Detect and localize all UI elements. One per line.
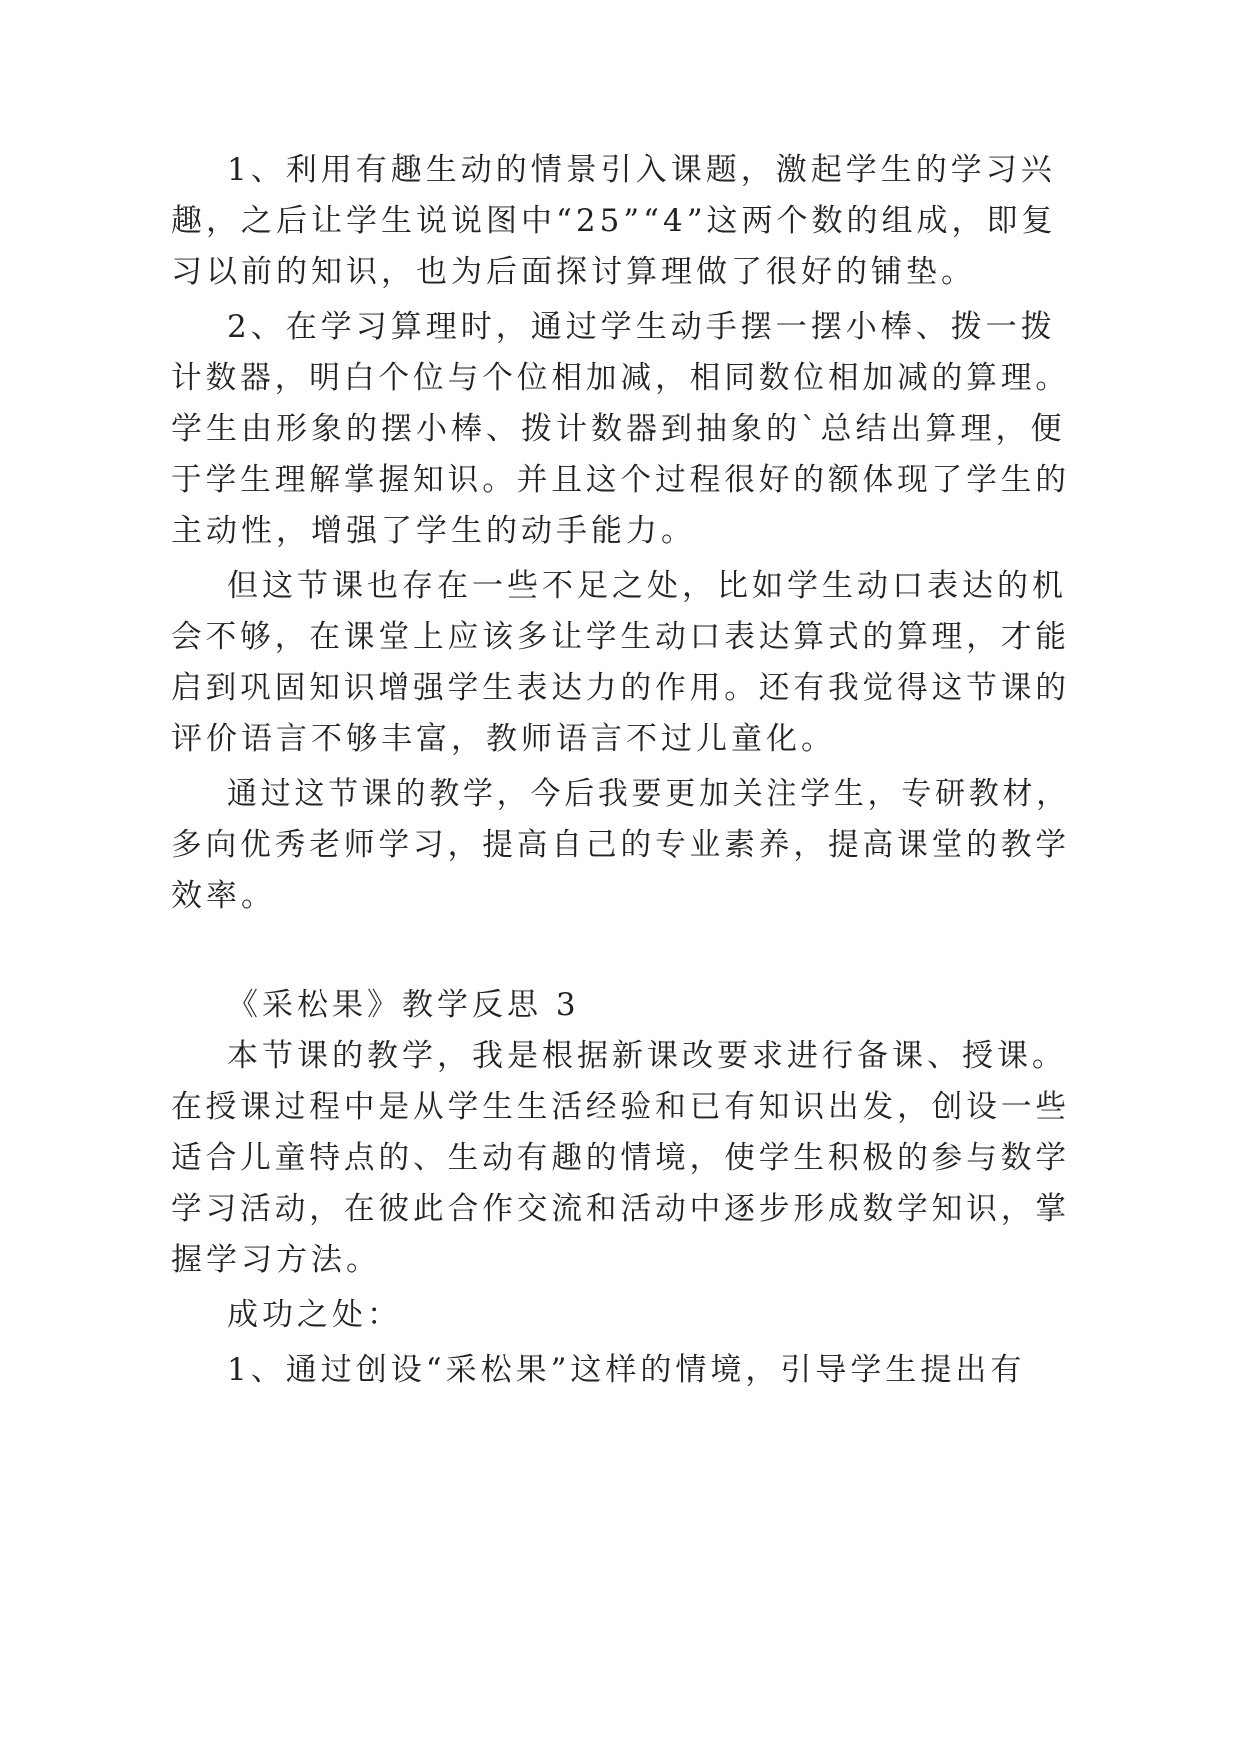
success-heading: 成功之处： — [227, 1297, 402, 1333]
section-paragraph-1-line-3: 适合儿童特点的、生动有趣的情境，使学生积极的参与数学 — [171, 1140, 1070, 1176]
paragraph-2-line-4: 于学生理解掌握知识。并且这个过程很好的额体现了学生的 — [171, 462, 1070, 498]
section-title: 《采松果》教学反思 3 — [227, 987, 580, 1023]
paragraph-2-line-3: 学生由形象的摆小棒、拨计数器到抽象的`总结出算理，便 — [171, 411, 1066, 447]
paragraph-4-line-1: 通过这节课的教学，今后我要更加关注学生，专研教材， — [227, 776, 1070, 812]
paragraph-4-line-2: 多向优秀老师学习，提高自己的专业素养，提高课堂的教学 — [171, 827, 1070, 863]
paragraph-3-line-2: 会不够，在课堂上应该多让学生动口表达算式的算理，才能 — [171, 619, 1070, 655]
section-paragraph-1-line-1: 本节课的教学，我是根据新课改要求进行备课、授课。 — [227, 1038, 1067, 1074]
section-paragraph-1-line-4: 学习活动，在彼此合作交流和活动中逐步形成数学知识，掌 — [171, 1191, 1070, 1227]
paragraph-3-line-4: 评价语言不够丰富，教师语言不过儿童化。 — [171, 721, 836, 757]
section-paragraph-3-line-1: 1、通过创设“采松果”这样的情境，引导学生提出有 — [227, 1352, 1026, 1388]
section-paragraph-1-line-2: 在授课过程中是从学生生活经验和已有知识出发，创设一些 — [171, 1089, 1070, 1125]
paragraph-2-line-5: 主动性，增强了学生的动手能力。 — [171, 513, 696, 549]
paragraph-1-line-2: 趣，之后让学生说说图中“25”“4”这两个数的组成，即复 — [171, 203, 1057, 239]
paragraph-3-line-1: 但这节课也存在一些不足之处，比如学生动口表达的机 — [227, 568, 1067, 604]
paragraph-1-line-3: 习以前的知识，也为后面探讨算理做了很好的铺垫。 — [171, 254, 976, 290]
paragraph-1-line-1: 1、利用有趣生动的情景引入课题，激起学生的学习兴 — [227, 152, 1056, 188]
paragraph-2-line-2: 计数器，明白个位与个位相加减，相同数位相加减的算理。 — [171, 360, 1070, 396]
section-paragraph-1-line-5: 握学习方法。 — [171, 1242, 381, 1278]
paragraph-3-line-3: 启到巩固知识增强学生表达力的作用。还有我觉得这节课的 — [171, 670, 1070, 706]
paragraph-2-line-1: 2、在学习算理时，通过学生动手摆一摆小棒、拨一拨 — [227, 309, 1056, 345]
paragraph-4-line-3: 效率。 — [171, 878, 276, 914]
